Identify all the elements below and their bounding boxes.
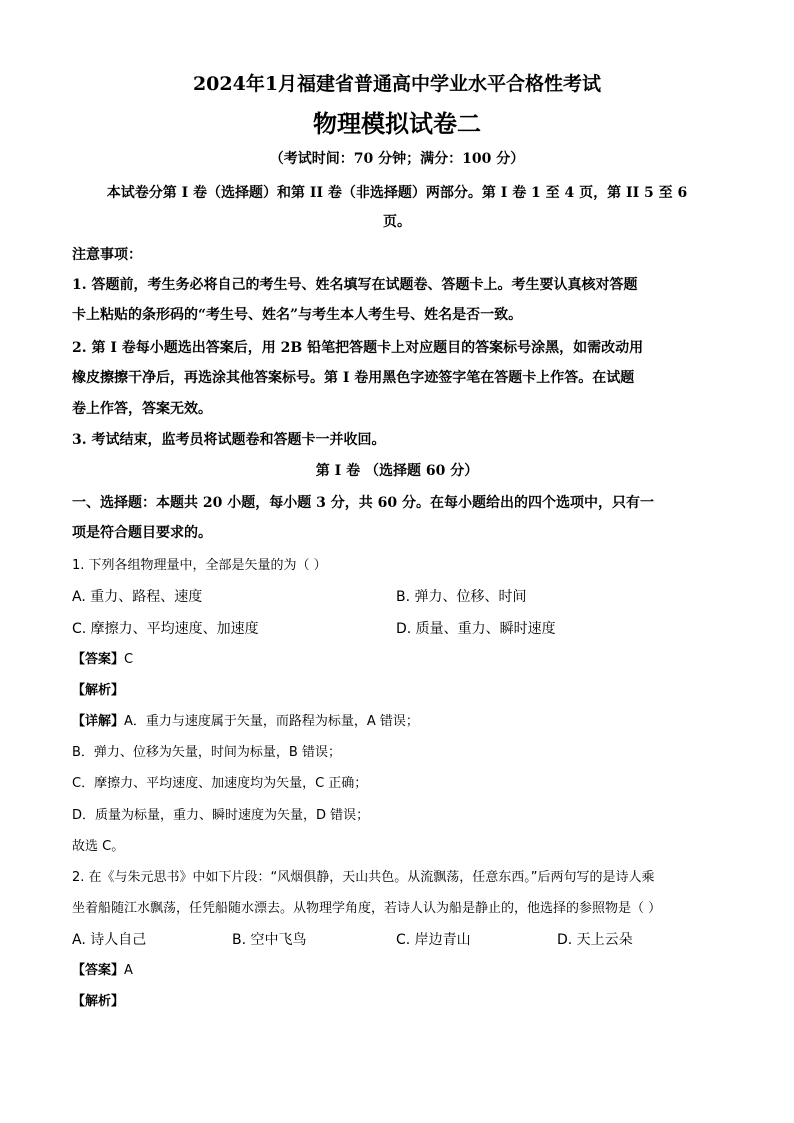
q1-analysis-tag: 【解析】 (72, 683, 125, 698)
note-2-line-3: 卷上作答，答案无效。 (72, 401, 212, 417)
q1-detail-row-1 (72, 713, 419, 731)
section-1-heading: 第 I 卷 （选择题 60 分） (315, 463, 479, 479)
q2-stem-line-1: 2. 在《与朱元思书》中如下片段：“风烟俱静，天山共色。从流飘荡，任意东西。”后两句写的是诗人乘 (72, 870, 655, 885)
exam-info: （考试时间：70 分钟；满分：100 分） (269, 151, 525, 167)
notes-heading: 注意事项： (72, 247, 142, 263)
q1-option-c: C. 摩擦力、平均速度、加速度 (72, 621, 259, 637)
intro-line-2: 页。 (383, 214, 411, 230)
q1-option-d: D. 质量、重力、瞬时速度 (396, 621, 556, 637)
q2-analysis-tag: 【解析】 (72, 994, 125, 1009)
section-1-instruction-line-2: 项是符合题目要求的。 (72, 525, 212, 541)
q1-answer-row (72, 651, 133, 669)
note-1-line-2: 卡上粘贴的条形码的“考生号、姓名”与考生本人考生号、姓名是否一致。 (72, 307, 523, 323)
q2-answer-tag: 【答案】 (72, 963, 125, 978)
q1-detail-4: D．质量为标量，重力、瞬时速度为矢量，D 错误； (72, 808, 370, 823)
note-2-line-1: 2. 第 I 卷每小题选出答案后，用 2B 铅笔把答题卡上对应题目的答案标号涂黑，如需改动用 (72, 340, 644, 356)
q2-answer-row (72, 962, 133, 980)
q1-detail-3: C．摩擦力、平均速度、加速度均为矢量，C 正确； (72, 776, 368, 791)
section-1-instruction-line-1: 一、选择题：本题共 20 小题，每小题 3 分，共 60 分。在每小题给出的四个选项中，只有一 (72, 495, 654, 511)
q1-detail-tag: 【详解】 (72, 714, 125, 729)
intro-line-1: 本试卷分第 I 卷（选择题）和第 II 卷（非选择题）两部分。第 I 卷 1 至 4 页，第 II 5 至 6 (106, 185, 688, 201)
q1-stem: 1. 下列各组物理量中，全部是矢量的为（ ） (72, 558, 327, 573)
exam-title: 2024年1月福建省普通高中学业水平合格性考试 (192, 73, 602, 95)
q1-detail-1: A．重力与速度属于矢量，而路程为标量，A 错误； (124, 714, 419, 729)
note-2-line-2: 橡皮擦擦干净后，再选涂其他答案标号。第 I 卷用黑色字迹签字笔在答题卡上作答。在试题 (72, 370, 635, 386)
note-1-line-1: 1. 答题前，考生务必将自己的考生号、姓名填写在试题卷、答题卡上。考生要认真核对答题 (72, 277, 638, 293)
q2-answer: A (124, 963, 133, 978)
q2-option-d: D. 天上云朵 (557, 932, 633, 948)
q1-conclusion: 故选 C。 (72, 839, 125, 854)
q2-option-a: A. 诗人自己 (72, 932, 147, 948)
q2-option-b: B. 空中飞鸟 (232, 932, 307, 948)
note-3-line-1: 3. 考试结束，监考员将试题卷和答题卡一并收回。 (72, 432, 386, 448)
q2-stem-line-2: 坐着船随江水飘荡，任凭船随水漂去。从物理学角度，若诗人认为船是静止的，他选择的参照物是（ ） (72, 901, 662, 916)
q1-answer: C (124, 652, 134, 667)
q1-detail-2: B．弹力、位移为矢量，时间为标量，B 错误； (72, 745, 341, 760)
paper-subtitle: 物理模拟试卷二 (313, 109, 481, 138)
q1-option-b: B. 弹力、位移、时间 (396, 589, 527, 605)
q1-option-a: A. 重力、路程、速度 (72, 589, 203, 605)
q1-answer-tag: 【答案】 (72, 652, 125, 667)
q2-option-c: C. 岸边青山 (396, 932, 471, 948)
